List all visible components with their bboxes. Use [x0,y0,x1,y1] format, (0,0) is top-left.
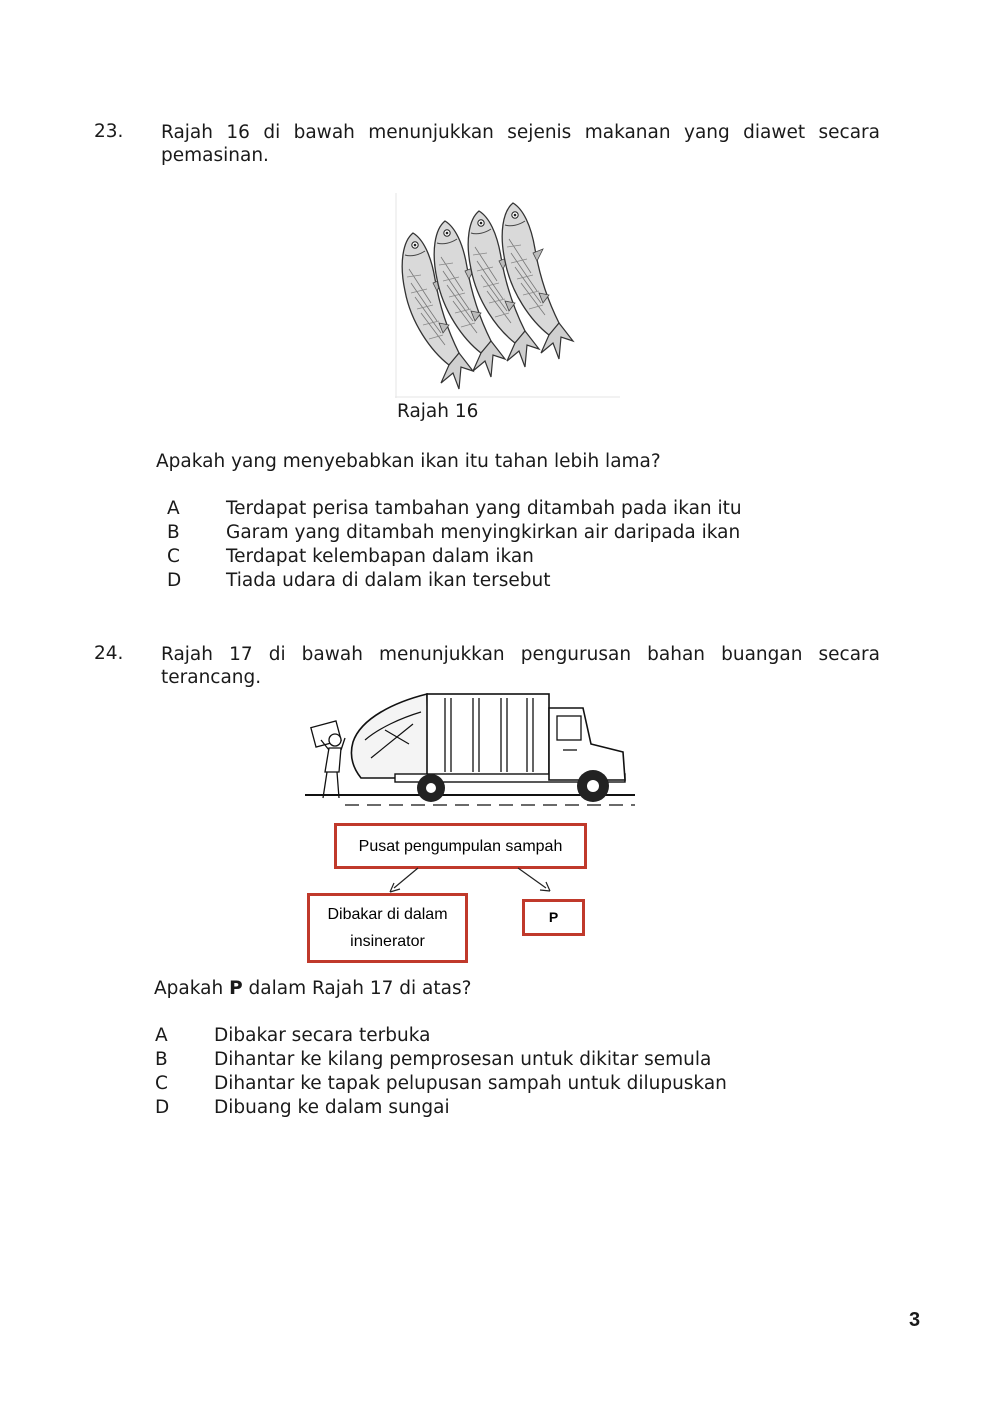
q23-option-letter: C [167,546,180,567]
salted-fish-illustration [395,193,620,398]
prompt-bold-p: P [229,978,243,999]
q23-option-letter: A [167,498,180,519]
q23-option-text[interactable]: Terdapat kelembapan dalam ikan [226,546,534,567]
figure-16-salted-fish [395,193,620,398]
figure-16-caption: Rajah 16 [397,401,479,422]
q24-option-text[interactable]: Dibakar secara terbuka [214,1025,431,1046]
collection-center-box: Pusat pengumpulan sampah [334,823,587,869]
q23-option-text[interactable]: Garam yang ditambah menyingkirkan air daripada ikan [226,522,741,543]
garbage-truck-illustration [305,688,635,813]
q24-option-letter: A [155,1025,168,1046]
question-24-number: 24. [94,643,124,664]
q23-option-text[interactable]: Terdapat perisa tambahan yang ditambah pada ikan itu [226,498,742,519]
q24-option-text[interactable]: Dibuang ke dalam sungai [214,1097,450,1118]
question-23-text: Rajah 16 di bawah menunjukkan sejenis makanan yang diawet secara pemasinan. [161,122,880,166]
q23-option-text[interactable]: Tiada udara di dalam ikan tersebut [226,570,551,591]
question-23-prompt: Apakah yang menyebabkan ikan itu tahan lebih lama? [156,451,661,472]
q24-option-letter: C [155,1073,168,1094]
prompt-suffix: dalam Rajah 17 di atas? [242,978,472,999]
question-24-prompt [154,978,471,999]
question-24-text: Rajah 17 di bawah menunjukkan pengurusan bahan buangan secara terancang. [161,644,880,688]
flow-arrows [380,866,580,896]
figure-17-garbage-truck [305,688,635,813]
prompt-prefix: Apakah [154,978,230,999]
arrow-right-icon [540,882,550,891]
question-23-number: 23. [94,121,124,142]
q24-option-text[interactable]: Dihantar ke kilang pemprosesan untuk dikitar semula [214,1049,712,1070]
page-number: 3 [909,1309,921,1331]
q23-option-letter: B [167,522,180,543]
q24-option-text[interactable]: Dihantar ke tapak pelupusan sampah untuk dilupuskan [214,1073,727,1094]
worker-icon [311,721,345,798]
q24-option-letter: D [155,1097,170,1118]
q24-option-letter: B [155,1049,168,1070]
incinerator-box: Dibakar di dalam insinerator [307,893,468,963]
q23-option-letter: D [167,570,182,591]
answer-p-box: P [522,899,585,936]
